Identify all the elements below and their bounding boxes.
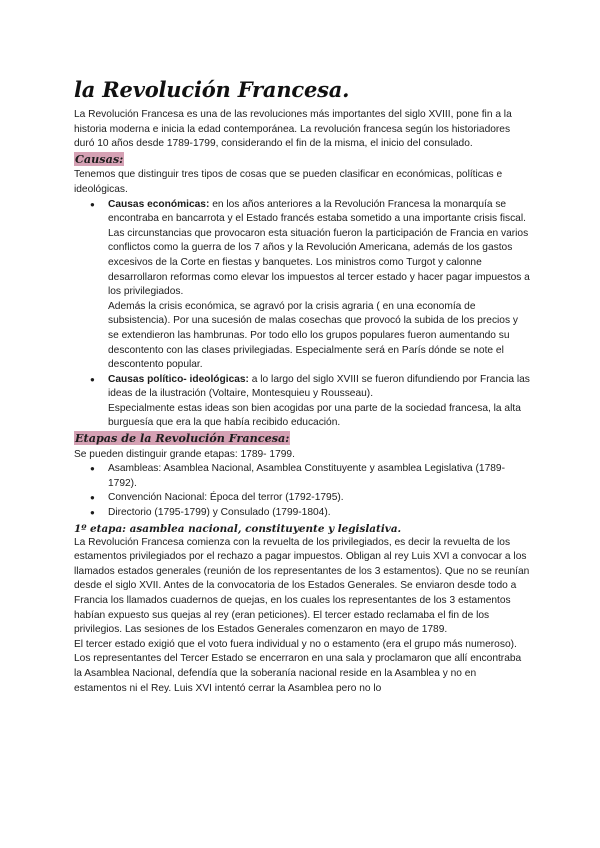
- etapa1-paragraph-3: Los representantes del Tercer Estado se encerraron en una sala y proclamaron que allí encontraba la Asamblea Nacional, defendía que la soberanía nacional reside en la Asamblea y no en estamentos ni el Rey. Luis XVI intentó cerrar la Asamblea pero no lo: [74, 653, 522, 694]
- causas-heading: Causas:: [75, 151, 124, 166]
- list-item: ● Convención Nacional: Época del terror (1792-1795).: [108, 491, 530, 506]
- list-item: [108, 198, 530, 373]
- causas-list: [74, 198, 530, 432]
- etapas-list: [74, 462, 530, 520]
- list-item: ● Directorio (1795-1799) y Consulado (1799-1804).: [108, 506, 530, 521]
- cause-extra: Además la crisis económica, se agravó por la crisis agraria ( en una economía de subsistencia). Por una sucesión de malas cosechas que provocó la subida de los precios y se extendieron las hambrunas. Por todo ello los grupos populares fueron aumentando su descontento con las clases privilegiadas. Especialmente será en París dónde se note el descontento popular.: [108, 300, 518, 371]
- list-item: ● Asambleas: Asamblea Nacional, Asamblea Constituyente y asamblea Legislativa (1789-1792).: [108, 462, 530, 491]
- etapa1-heading: 1º etapa: asamblea nacional, constituyente y legislativa.: [74, 522, 402, 535]
- cause-text: en los años anteriores a la Revolución Francesa la monarquía se encontraba en bancarrota y el Estado francés estaba sometido a una importante crisis fiscal. Las circunstancias que provocaron esta situación fueron la participación de Francia en varios conflictos como la guerra de los 7 años y la Revolución Americana, además de los gastos excesivos de la Corte en fiestas y banquetes. Los ministros como Turgot y calonne desarrollaron reformas como elevar los impuestos al tercer estado y hacer pagar impuestos a los privilegiados.: [108, 198, 530, 298]
- causas-intro: Tenemos que distinguir tres tipos de cosas que se pueden clasificar en económicas, políticas e ideológicas.: [74, 169, 503, 195]
- cause-extra: Especialmente estas ideas son bien acogidas por una parte de la sociedad francesa, la alta burguesía que era la que había recibido educación.: [108, 402, 521, 429]
- list-item: [108, 373, 530, 431]
- cause-label: Causas político- ideológicas:: [108, 373, 249, 385]
- cause-label: Causas económicas:: [108, 198, 210, 210]
- cause-text: a lo largo del siglo XVIII se fueron difundiendo por Francia las ideas de la ilustración (Voltaire, Montesquieu y Rousseau).: [108, 373, 530, 400]
- etapas-heading: Etapas de la Revolución Francesa:: [75, 431, 290, 446]
- etapa1-paragraph-1: La Revolución Francesa comienza con la revuelta de los privilegiados, es decir la revuelta de los estamentos privilegiados por el rechazo a pagar impuestos. Obligan al rey Luis XVI a convocar a los llamados estados generales (reunión de los representantes de los 3 estamentos). Que no se reunían desde el siglo XVII. Antes de la convocatoria de los Estados Generales. Se enviaron desde todo a Francia los llamados cuadernos de quejas, en los cuales los representantes de los 3 estamentos habían expuesto sus quejas al rey (eran peticiones). El tercer estado reclamaba el fin de los privilegios. Las sesiones de los Estados Generales comenzaron en mayo de 1789.: [74, 536, 530, 636]
- etapa1-paragraph-2: El tercer estado exigió que el voto fuera individual y no o estamento (era el grupo más numeroso).: [74, 638, 517, 650]
- intro-paragraph: La Revolución Francesa es una de las revoluciones más importantes del siglo XVIII, pone fin a la historia moderna e inicia la edad contemporánea. La revolución francesa según los historiadores duró 10 años desde 1789-1799, considerando el fin de la misma, el inicio del consulado.: [74, 109, 512, 150]
- document-body: [74, 78, 530, 696]
- etapas-intro: Se pueden distinguir grande etapas: 1789- 1799.: [74, 448, 295, 460]
- page-title: la Revolución Francesa.: [74, 77, 350, 102]
